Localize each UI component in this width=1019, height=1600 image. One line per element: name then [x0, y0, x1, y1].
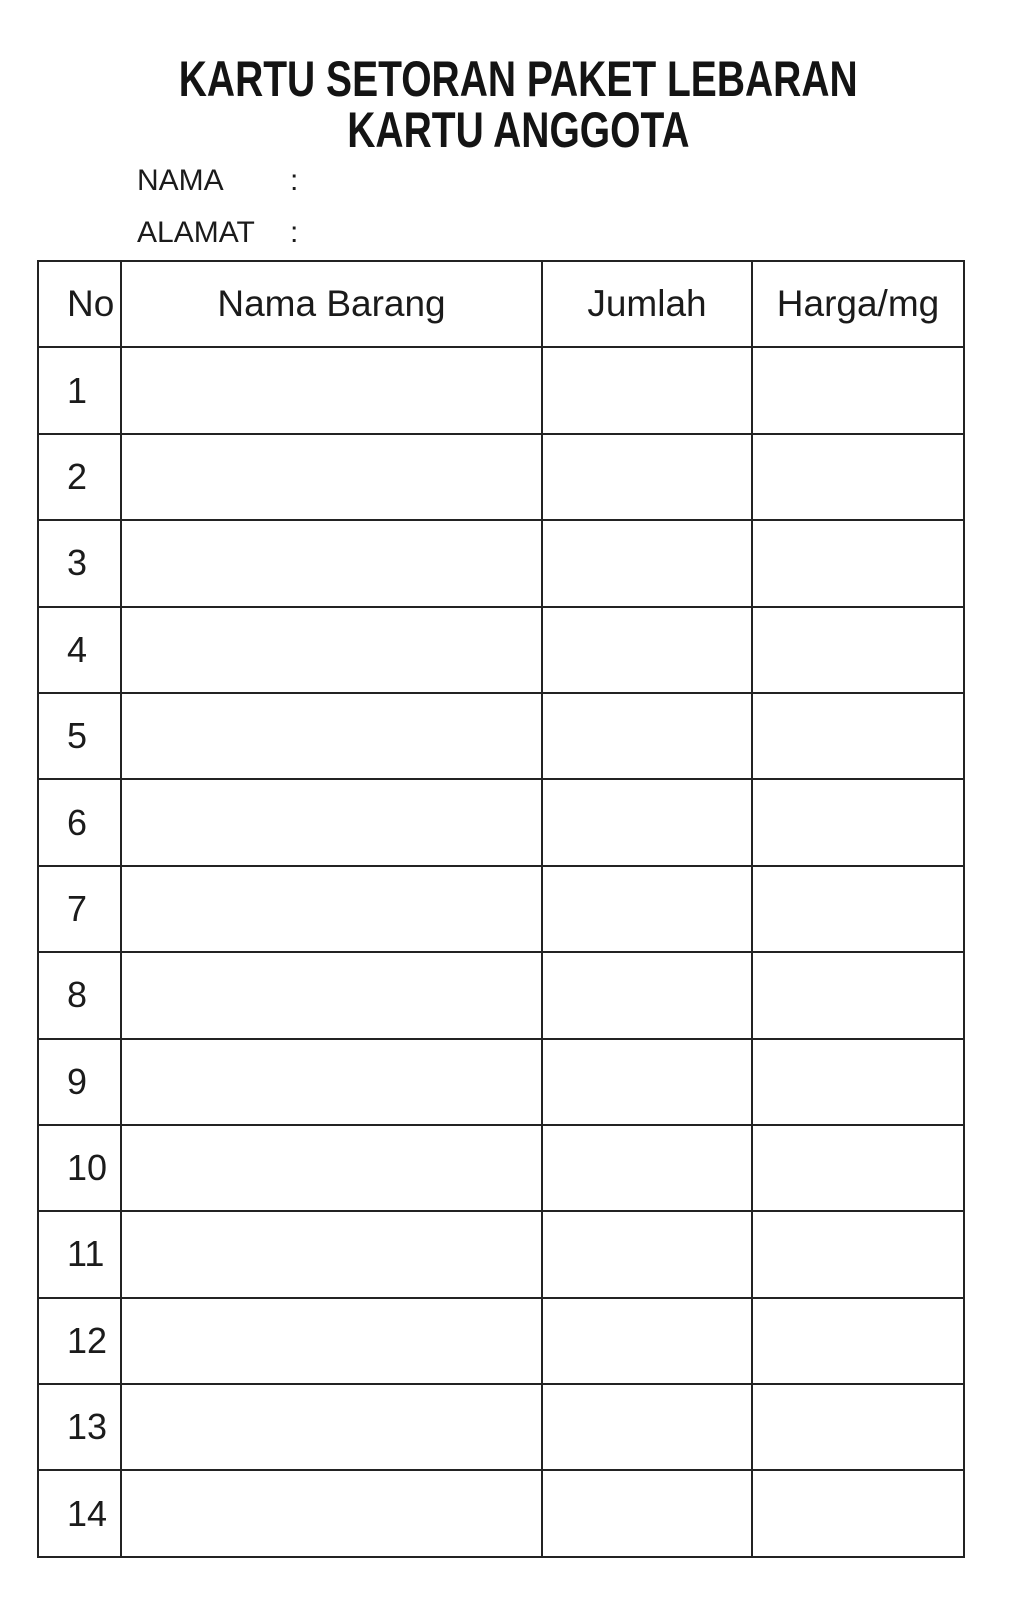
document-subtitle-text: KARTU ANGGOTA — [347, 102, 690, 158]
table-body — [38, 347, 964, 1556]
price-cell — [752, 866, 964, 952]
quantity-cell — [542, 1039, 752, 1125]
table-row — [38, 1125, 964, 1211]
quantity-cell — [542, 1125, 752, 1211]
price-cell — [752, 1211, 964, 1297]
row-number-cell: 5 — [38, 693, 121, 779]
header-nama-barang: Nama Barang — [121, 261, 542, 347]
item-name-cell — [121, 434, 542, 520]
header-no: No — [38, 261, 121, 347]
item-name-cell — [121, 779, 542, 865]
row-number-cell: 11 — [38, 1211, 121, 1297]
quantity-cell — [542, 1384, 752, 1470]
quantity-cell — [542, 693, 752, 779]
row-number-cell: 4 — [38, 607, 121, 693]
nama-label: NAMA — [137, 164, 224, 197]
row-number-cell: 2 — [38, 434, 121, 520]
row-number-cell: 6 — [38, 779, 121, 865]
deposit-table — [37, 260, 965, 1558]
quantity-cell — [542, 520, 752, 606]
table-row — [38, 1470, 964, 1556]
table-row — [38, 1211, 964, 1297]
price-cell — [752, 779, 964, 865]
quantity-cell — [542, 1298, 752, 1384]
item-name-cell — [121, 607, 542, 693]
item-name-cell — [121, 1470, 542, 1556]
row-number-cell: 14 — [38, 1470, 121, 1556]
alamat-separator: : — [290, 216, 299, 249]
quantity-cell — [542, 952, 752, 1038]
row-number-cell: 10 — [38, 1125, 121, 1211]
item-name-cell — [121, 866, 542, 952]
table-row — [38, 952, 964, 1038]
quantity-cell — [542, 347, 752, 433]
item-name-cell — [121, 693, 542, 779]
table-row — [38, 607, 964, 693]
item-name-cell — [121, 520, 542, 606]
table-row — [38, 1384, 964, 1470]
quantity-cell — [542, 1470, 752, 1556]
price-cell — [752, 434, 964, 520]
quantity-cell — [542, 434, 752, 520]
price-cell — [752, 1125, 964, 1211]
document-title-text: KARTU SETORAN PAKET LEBARAN — [179, 51, 858, 107]
item-name-cell — [121, 1384, 542, 1470]
price-cell — [752, 952, 964, 1038]
table-row — [38, 434, 964, 520]
item-name-cell — [121, 1125, 542, 1211]
item-name-cell — [121, 952, 542, 1038]
price-cell — [752, 347, 964, 433]
document-title — [0, 51, 1019, 107]
header-jumlah: Jumlah — [542, 261, 752, 347]
quantity-cell — [542, 779, 752, 865]
row-number-cell: 12 — [38, 1298, 121, 1384]
item-name-cell — [121, 1298, 542, 1384]
price-cell — [752, 607, 964, 693]
table-row — [38, 520, 964, 606]
table-row — [38, 347, 964, 433]
row-number-cell: 7 — [38, 866, 121, 952]
row-number-cell: 13 — [38, 1384, 121, 1470]
header-harga-mg: Harga/mg — [752, 261, 964, 347]
document-subtitle — [0, 102, 1019, 158]
price-cell — [752, 1298, 964, 1384]
row-number-cell: 9 — [38, 1039, 121, 1125]
price-cell — [752, 1384, 964, 1470]
price-cell — [752, 693, 964, 779]
row-number-cell: 1 — [38, 347, 121, 433]
table-row — [38, 1298, 964, 1384]
table-header-row — [38, 261, 964, 347]
table-row — [38, 779, 964, 865]
row-number-cell: 8 — [38, 952, 121, 1038]
price-cell — [752, 1039, 964, 1125]
item-name-cell — [121, 347, 542, 433]
quantity-cell — [542, 1211, 752, 1297]
table-row — [38, 693, 964, 779]
alamat-label: ALAMAT — [137, 216, 255, 249]
table-row — [38, 866, 964, 952]
price-cell — [752, 520, 964, 606]
nama-separator: : — [290, 164, 299, 197]
price-cell — [752, 1470, 964, 1556]
table-row — [38, 1039, 964, 1125]
item-name-cell — [121, 1211, 542, 1297]
quantity-cell — [542, 607, 752, 693]
item-name-cell — [121, 1039, 542, 1125]
quantity-cell — [542, 866, 752, 952]
row-number-cell: 3 — [38, 520, 121, 606]
